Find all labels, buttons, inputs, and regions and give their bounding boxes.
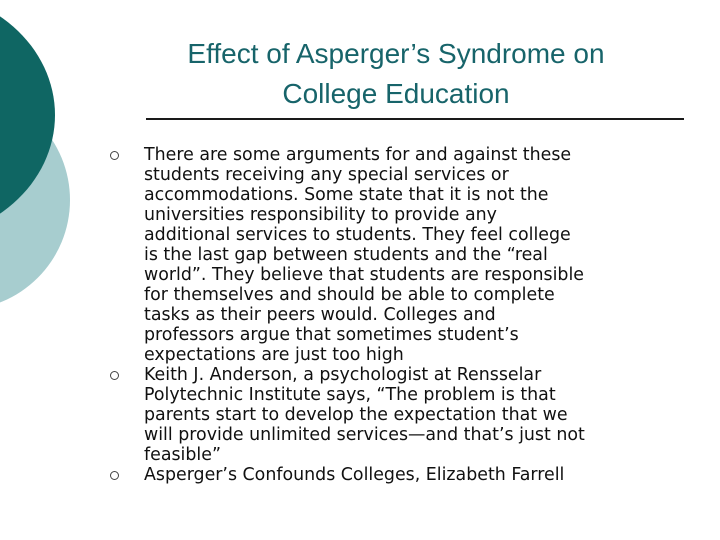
bullet-line: Keith J. Anderson, a psychologist at Rensselar: [144, 365, 542, 385]
bullet-line: will provide unlimited services—and that’s just not: [144, 425, 585, 445]
bullet-line: There are some arguments for and against these: [144, 145, 572, 165]
bullet-line: accommodations. Some state that it is not the: [144, 185, 549, 205]
bullet-line: expectations are just too high: [144, 345, 404, 365]
bullet-circle-icon: [110, 471, 119, 480]
bullet-line: students receiving any special services or: [144, 165, 509, 185]
bullet-line: tasks as their peers would. Colleges and: [144, 305, 496, 325]
bullet-line: for themselves and should be able to complete: [144, 285, 555, 305]
slide-title: [140, 34, 652, 114]
bullet-line: universities responsibility to provide any: [144, 205, 497, 225]
bullet-item-1: [110, 145, 700, 365]
bullet-circle-icon: [110, 371, 119, 380]
bullet-line: Polytechnic Institute says, “The problem is that: [144, 385, 556, 405]
bullet-line: is the last gap between students and the “real: [144, 245, 548, 265]
bullet-line: Asperger’s Confounds Colleges, Elizabeth Farrell: [144, 465, 565, 485]
bullet-line: world”. They believe that students are responsible: [144, 265, 584, 285]
bullet-item-2: [110, 365, 700, 465]
bullet-line: additional services to students. They feel college: [144, 225, 571, 245]
bullet-line: feasible”: [144, 445, 221, 465]
bullet-list: [110, 145, 700, 485]
bullet-circle-icon: [110, 151, 119, 160]
bullet-item-3: [110, 465, 700, 485]
bullet-line: professors argue that sometimes student’s: [144, 325, 519, 345]
title-divider: [146, 118, 684, 120]
slide-title-line-2: College Education: [282, 78, 510, 109]
bullet-line: parents start to develop the expectation that we: [144, 405, 568, 425]
slide-title-line-1: Effect of Asperger’s Syndrome on: [187, 38, 605, 69]
